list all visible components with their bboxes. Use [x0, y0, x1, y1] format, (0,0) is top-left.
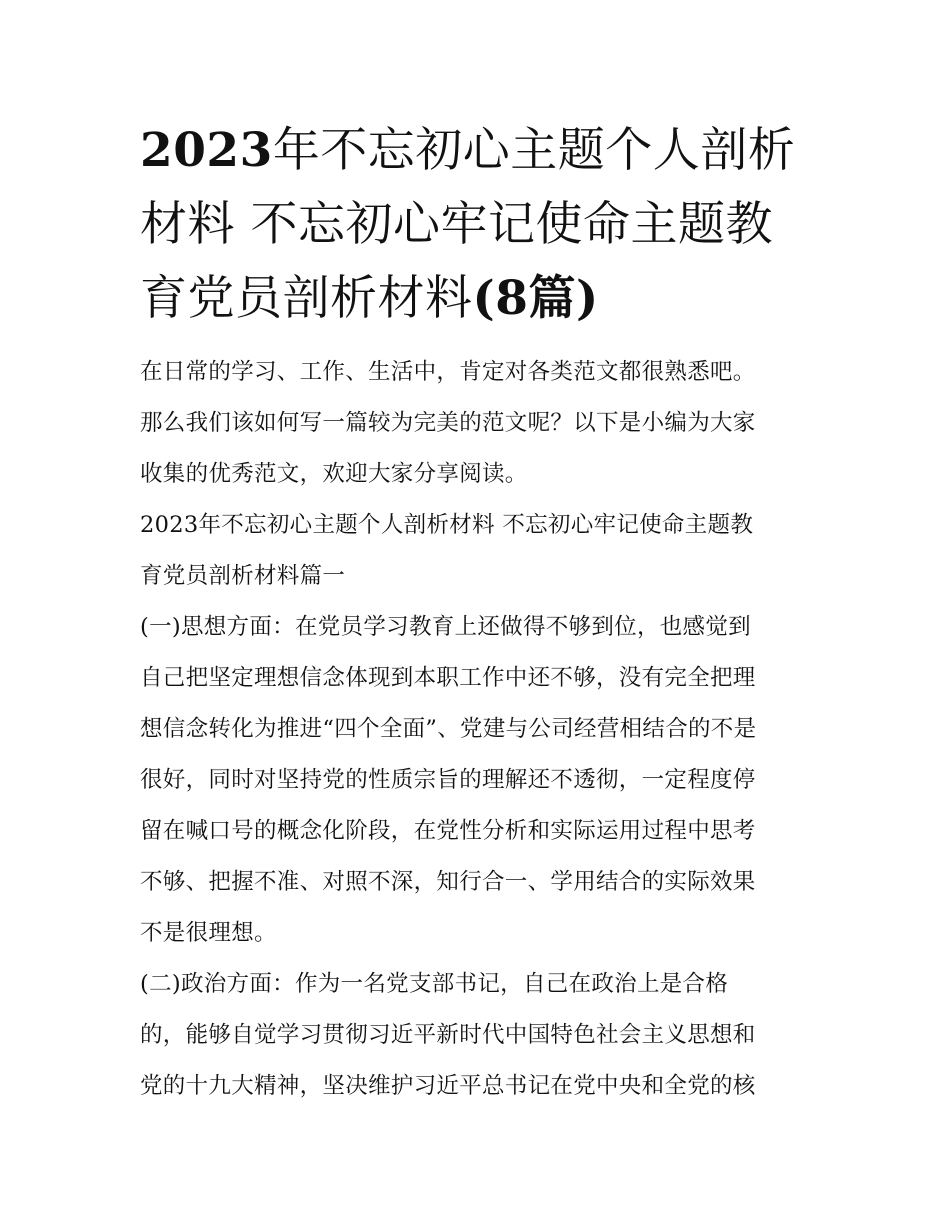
intro-line: 在日常的学习、工作、生活中，肯定对各类范文都很熟悉吧。 — [140, 359, 756, 385]
section-1-line: 不够、把握不准、对照不深，知行合一、学用结合的实际效果 — [140, 869, 756, 895]
title-line-1-text: 年不忘初心主题个人剖析 — [272, 123, 796, 178]
subtitle-line: 育党员剖析材料篇一 — [140, 563, 346, 589]
intro-line: 那么我们该如何写一篇较为完美的范文呢？以下是小编为大家 — [140, 410, 756, 436]
section-1-line: 自己把坚定理想信念体现到本职工作中还不够，没有完全把理 — [140, 665, 756, 691]
intro-paragraph — [140, 347, 820, 500]
title-year: 2023 — [140, 123, 273, 178]
section-2-paragraph — [140, 959, 820, 1112]
document-body — [140, 114, 820, 1112]
title-line-2: 材料 不忘初心牢记使命主题教 — [140, 197, 773, 252]
section-1-line: 很好，同时对坚持党的性质宗旨的理解还不透彻，一定程度停 — [140, 767, 756, 793]
section-2-line: 党的十九大精神，坚决维护习近平总书记在党中央和全党的核 — [140, 1073, 756, 1099]
title-count: (8篇) — [472, 271, 599, 326]
section-2-line: (二)政治方面：作为一名党支部书记，自己在政治上是合格 — [140, 971, 729, 997]
section-1-line: 留在喊口号的概念化阶段，在党性分析和实际运用过程中思考 — [140, 818, 756, 844]
document-title — [140, 114, 820, 336]
section-2-line: 的，能够自觉学习贯彻习近平新时代中国特色社会主义思想和 — [140, 1022, 756, 1048]
section-1-line: 不是很理想。 — [140, 920, 277, 946]
section-1-line: (一)思想方面：在党员学习教育上还做得不够到位，也感觉到 — [140, 614, 751, 640]
section-1-paragraph — [140, 602, 820, 959]
title-line-3 — [140, 262, 820, 336]
title-line-3-text: 育党员剖析材料 — [140, 271, 473, 326]
subtitle-line: 2023年不忘初心主题个人剖析材料 不忘初心牢记使命主题教 — [140, 512, 754, 538]
title-line-1 — [140, 114, 820, 188]
intro-line: 收集的优秀范文，欢迎大家分享阅读。 — [140, 461, 528, 487]
section-1-line: 想信念转化为推进“四个全面”、党建与公司经营相结合的不是 — [140, 716, 757, 742]
subtitle-paragraph — [140, 500, 820, 602]
